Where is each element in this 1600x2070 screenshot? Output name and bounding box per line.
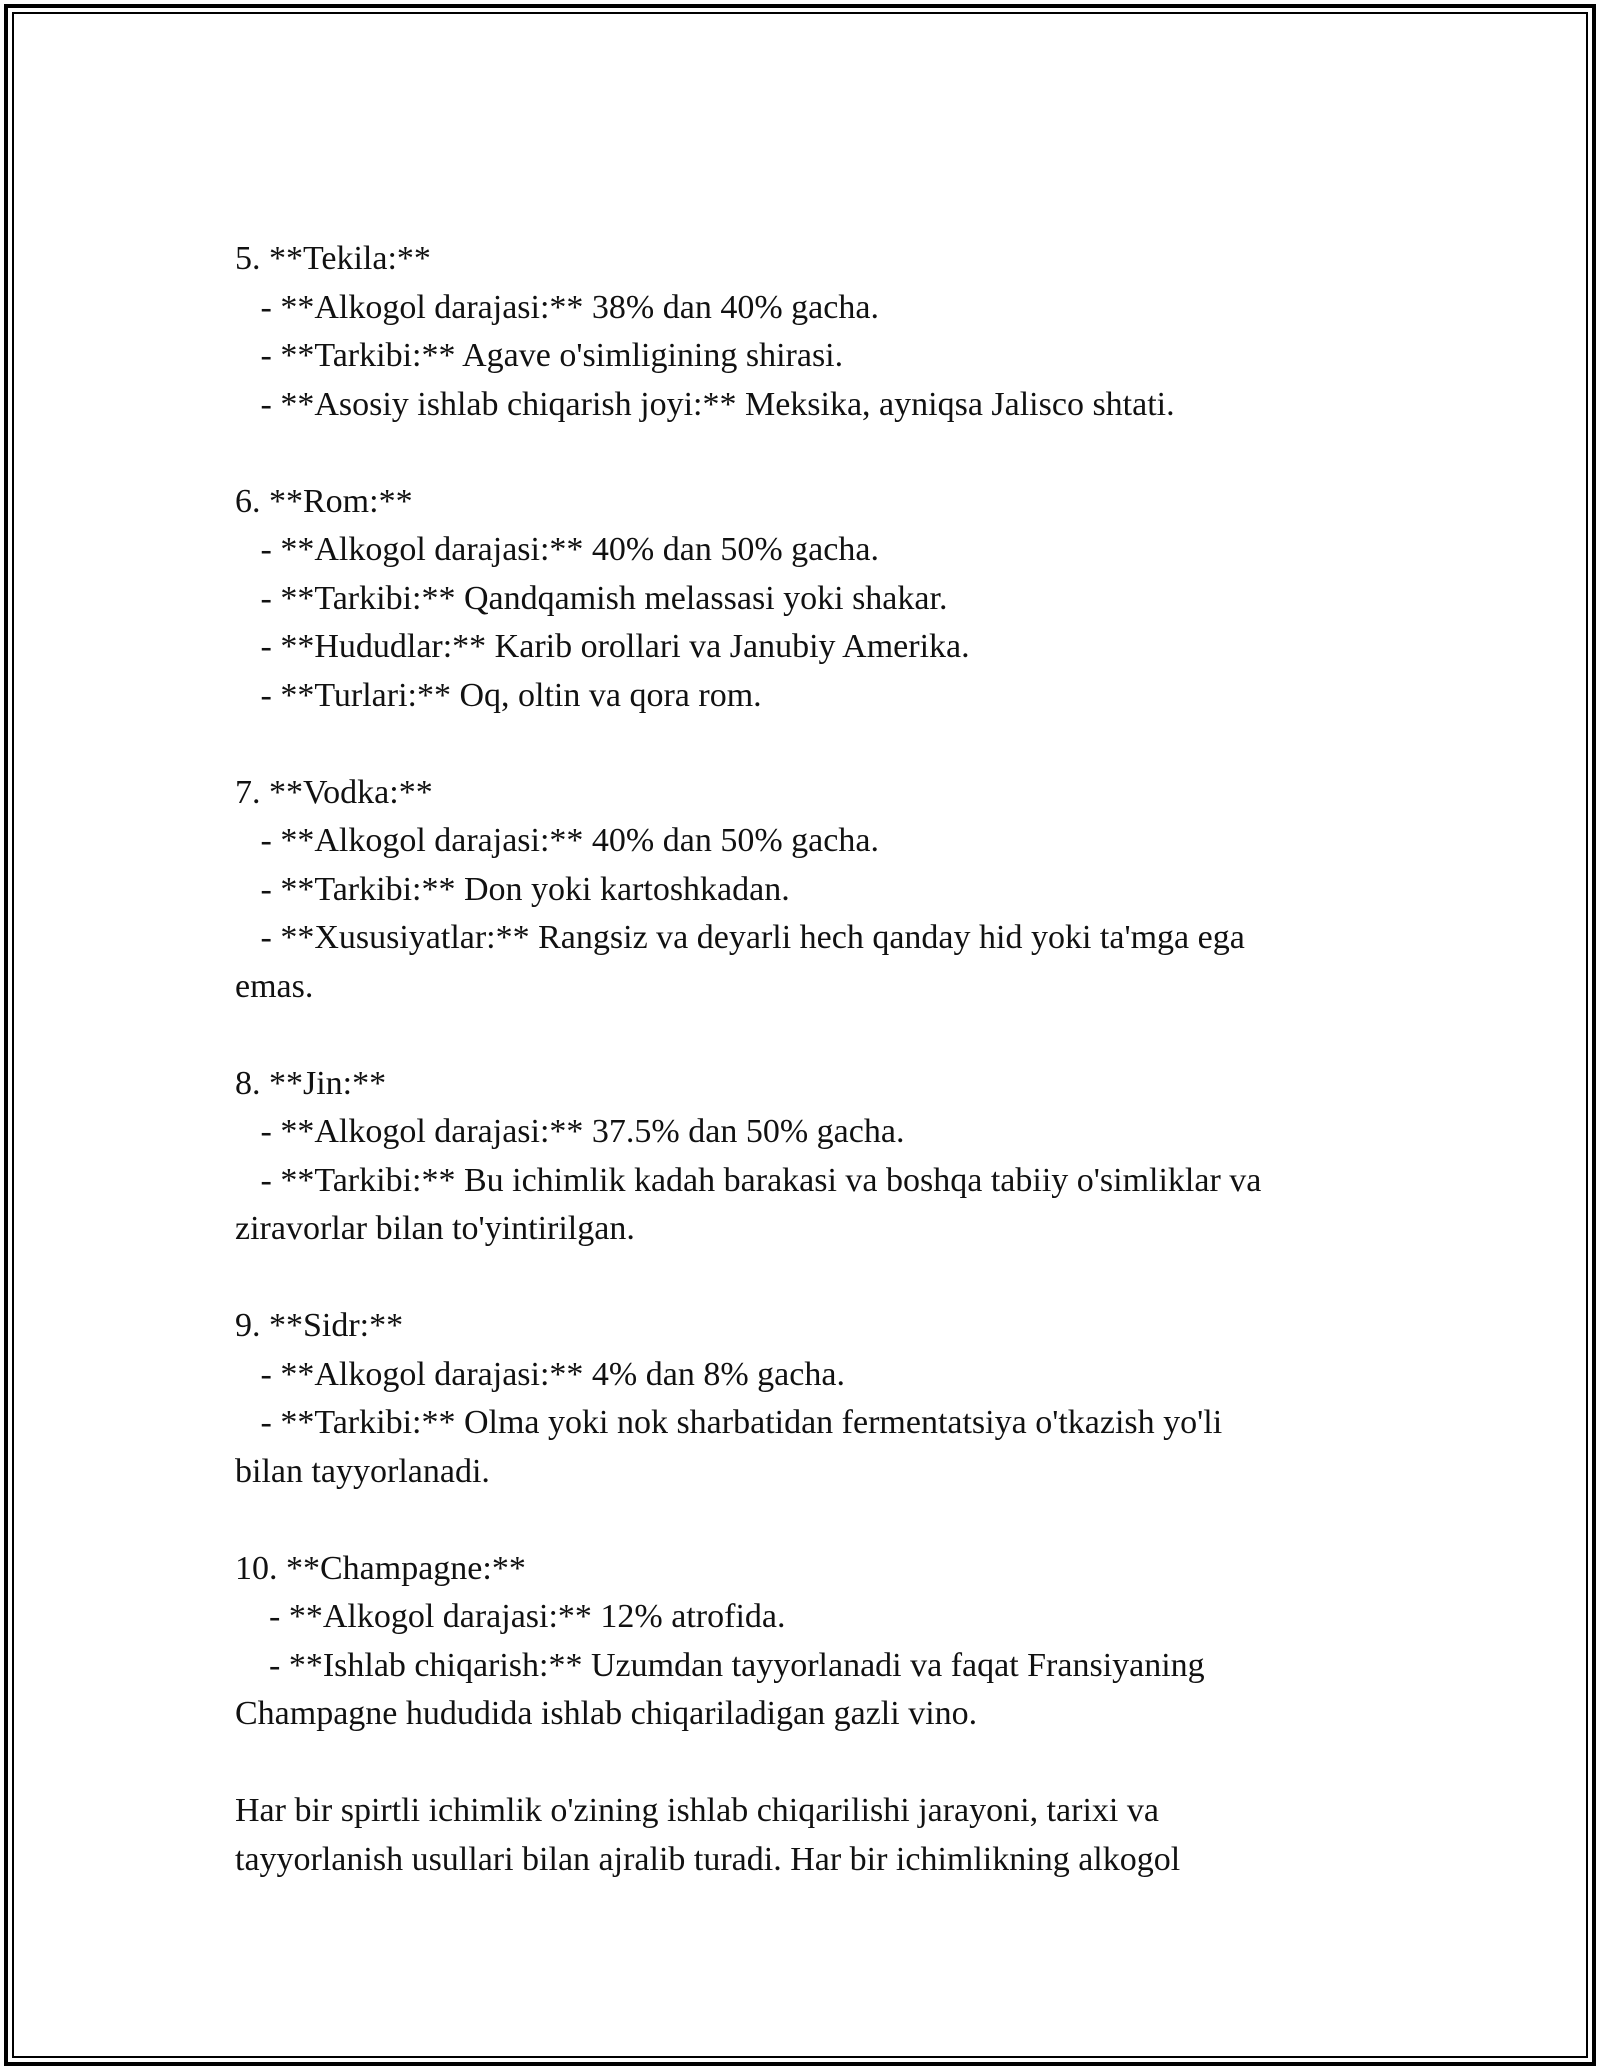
paragraph-spacer <box>235 1011 1365 1060</box>
list-item: - **Ishlab chiqarish:** Uzumdan tayyorlanadi va faqat Fransiyaning <box>235 1646 1205 1684</box>
list-item: - **Alkogol darajasi:** 38% dan 40% gacha. <box>235 288 879 326</box>
paragraph-spacer <box>235 429 1365 478</box>
list-item: - **Hududlar:** Karib orollari va Janubiy Amerika. <box>235 628 970 665</box>
list-item: - **Tarkibi:** Olma yoki nok sharbatidan fermentatsiya o'tkazish yo'li <box>235 1404 1223 1441</box>
paragraph-spacer <box>235 1739 1365 1788</box>
section-heading: 5. **Tekila:** <box>235 240 431 277</box>
list-item: - **Xususiyatlar:** Rangsiz va deyarli hech qanday hid yoki ta'mga ega <box>235 919 1245 956</box>
list-item: - **Tarkibi:** Bu ichimlik kadah barakasi va boshqa tabiiy o'simliklar va <box>235 1161 1262 1199</box>
list-item: - **Tarkibi:** Don yoki kartoshkadan. <box>235 870 790 908</box>
section-rom <box>235 478 1365 721</box>
section-heading: 10. **Champagne:** <box>235 1549 526 1587</box>
list-item-continuation: emas. <box>235 967 314 1005</box>
paragraph-spacer <box>235 1254 1365 1303</box>
list-item-continuation: bilan tayyorlanadi. <box>235 1452 490 1490</box>
list-item: - **Alkogol darajasi:** 37.5% dan 50% gacha. <box>235 1113 905 1150</box>
paragraph-line: Har bir spirtli ichimlik o'zining ishlab chiqarilishi jarayoni, tarixi va <box>235 1792 1159 1829</box>
section-tekila <box>235 235 1365 429</box>
list-item: - **Alkogol darajasi:** 40% dan 50% gacha. <box>235 822 879 859</box>
section-heading: 9. **Sidr:** <box>235 1307 404 1344</box>
list-item: - **Tarkibi:** Agave o'simligining shirasi. <box>235 337 844 374</box>
list-item: - **Alkogol darajasi:** 12% atrofida. <box>235 1598 786 1635</box>
section-heading: 6. **Rom:** <box>235 482 413 520</box>
paragraph-spacer <box>235 1496 1365 1545</box>
section-heading: 7. **Vodka:** <box>235 773 433 811</box>
section-heading: 8. **Jin:** <box>235 1064 387 1102</box>
list-item: - **Alkogol darajasi:** 40% dan 50% gacha. <box>235 531 879 568</box>
list-item: - **Asosiy ishlab chiqarish joyi:** Meksika, ayniqsa Jalisco shtati. <box>235 385 1175 423</box>
list-item-continuation: ziravorlar bilan to'yintirilgan. <box>235 1210 635 1247</box>
list-item-continuation: Champagne hududida ishlab chiqariladigan gazli vino. <box>235 1695 978 1732</box>
paragraph-spacer <box>235 720 1365 769</box>
section-jin <box>235 1060 1365 1254</box>
closing-paragraph <box>235 1787 1365 1884</box>
section-vodka <box>235 769 1365 1012</box>
paragraph-line: tayyorlanish usullari bilan ajralib turadi. Har bir ichimlikning alkogol <box>235 1840 1181 1878</box>
list-item: - **Turlari:** Oq, oltin va qora rom. <box>235 676 762 714</box>
list-item: - **Tarkibi:** Qandqamish melassasi yoki shakar. <box>235 579 948 617</box>
section-sidr <box>235 1302 1365 1496</box>
section-champagne <box>235 1545 1365 1739</box>
document-body <box>235 235 1365 1884</box>
list-item: - **Alkogol darajasi:** 4% dan 8% gacha. <box>235 1355 845 1393</box>
